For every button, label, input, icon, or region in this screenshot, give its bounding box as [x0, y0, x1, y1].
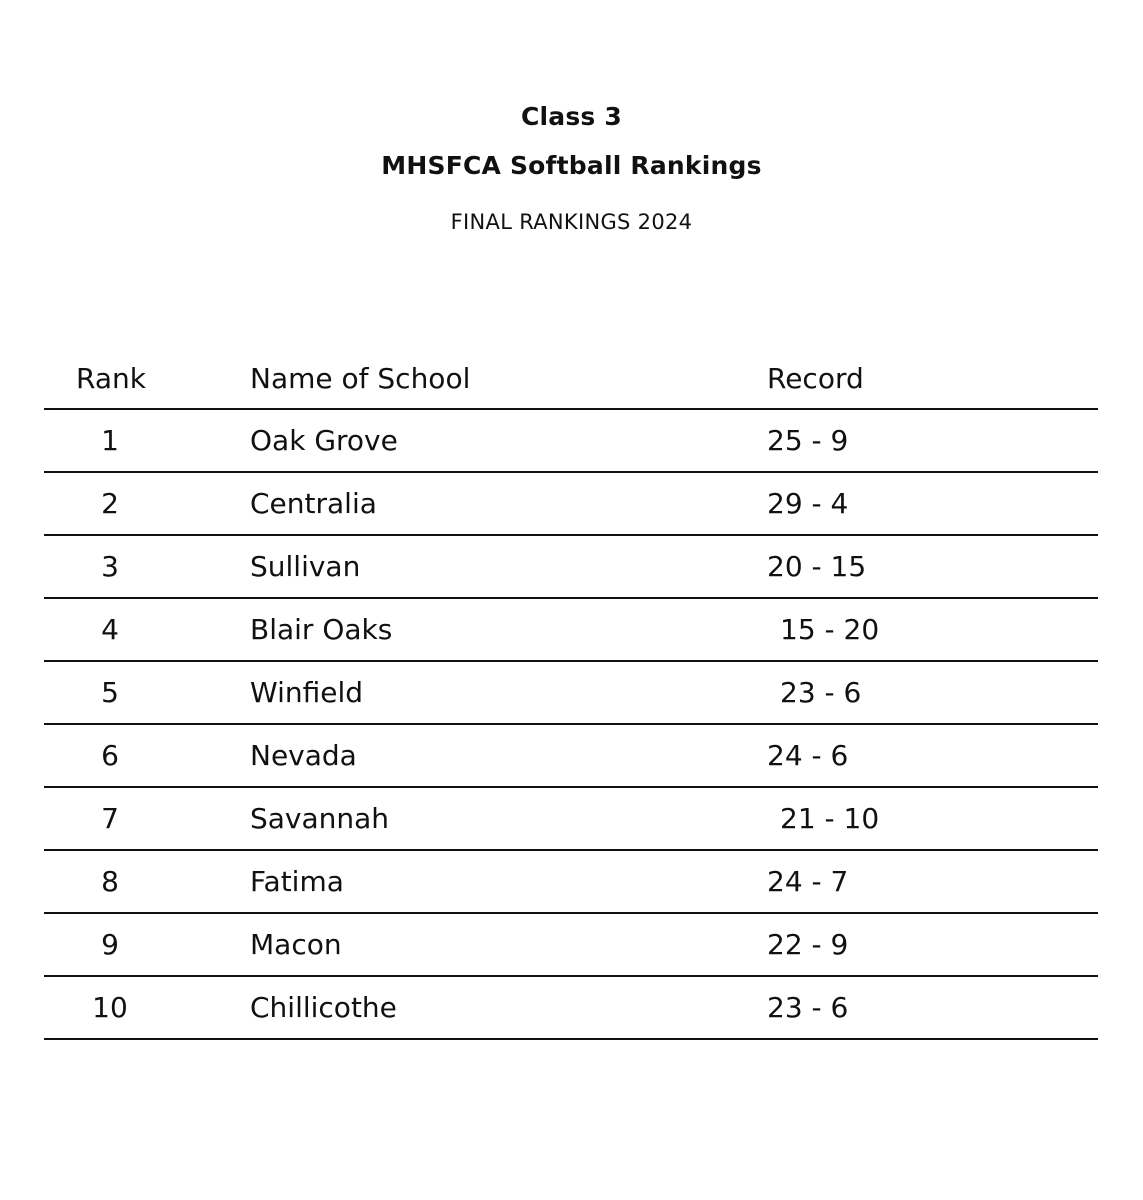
record-cell: 24 - 6 — [767, 739, 849, 772]
table-row — [44, 536, 1098, 599]
table-row — [44, 473, 1098, 536]
record-cell: 22 - 9 — [767, 928, 849, 961]
table-row — [44, 977, 1098, 1040]
rank-cell: 5 — [101, 676, 119, 709]
table-header-row — [44, 360, 1098, 410]
rank-cell: 9 — [101, 928, 119, 961]
record-cell: 25 - 9 — [767, 424, 849, 457]
record-column-header: Record — [767, 362, 864, 395]
rank-cell: 6 — [101, 739, 119, 772]
table-row — [44, 725, 1098, 788]
rankings-table — [44, 360, 1098, 1040]
rank-cell: 8 — [101, 865, 119, 898]
school-cell: Fatima — [250, 865, 344, 898]
record-cell: 21 - 10 — [780, 802, 880, 835]
page-subtitle: FINAL RANKINGS 2024 — [450, 210, 693, 234]
rank-cell: 7 — [101, 802, 119, 835]
school-cell: Oak Grove — [250, 424, 398, 457]
school-cell: Winfield — [250, 676, 364, 709]
rank-cell: 3 — [101, 550, 119, 583]
record-cell: 23 - 6 — [780, 676, 862, 709]
school-cell: Nevada — [250, 739, 357, 772]
record-cell: 29 - 4 — [767, 487, 849, 520]
school-cell: Macon — [250, 928, 342, 961]
rank-cell: 10 — [92, 991, 128, 1024]
school-cell: Sullivan — [250, 550, 361, 583]
class-title: Class 3 — [520, 102, 623, 131]
school-cell: Savannah — [250, 802, 390, 835]
school-cell: Chillicothe — [250, 991, 397, 1024]
rank-cell: 2 — [101, 487, 119, 520]
table-row — [44, 788, 1098, 851]
table-row — [44, 851, 1098, 914]
table-row — [44, 410, 1098, 473]
record-cell: 24 - 7 — [767, 865, 849, 898]
school-cell: Blair Oaks — [250, 613, 393, 646]
table-row — [44, 914, 1098, 977]
table-row — [44, 599, 1098, 662]
rank-cell: 4 — [101, 613, 119, 646]
record-cell: 20 - 15 — [767, 550, 867, 583]
school-column-header: Name of School — [250, 362, 471, 395]
rank-cell: 1 — [101, 424, 119, 457]
school-cell: Centralia — [250, 487, 377, 520]
record-cell: 15 - 20 — [780, 613, 880, 646]
rank-column-header: Rank — [76, 362, 146, 395]
table-row — [44, 662, 1098, 725]
page-title: MHSFCA Softball Rankings — [381, 151, 762, 180]
record-cell: 23 - 6 — [767, 991, 849, 1024]
